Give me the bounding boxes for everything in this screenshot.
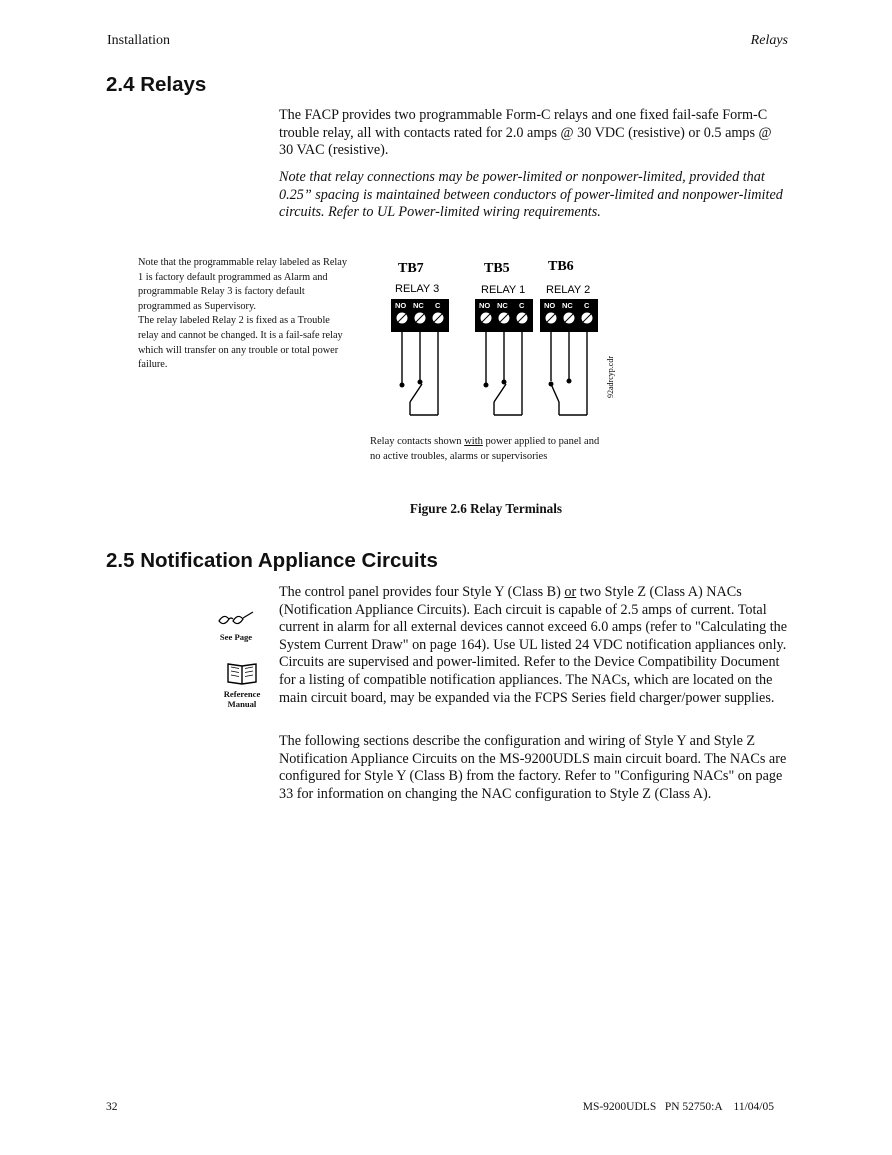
section-title-relays: 2.4 Relays [106, 73, 207, 96]
drawing-file-label: 92adrcyp.cdr [606, 356, 615, 398]
see-page-callout [214, 610, 258, 642]
side-note-programmable: Note that the programmable relay labeled as Relay 1 is factory default programmed as Alarm and programmable Relay 3 is factory default programmed as Supervisory. [138, 257, 347, 312]
pin-label: C [519, 301, 525, 310]
pin-label: NC [562, 301, 573, 310]
pin-label: C [435, 301, 441, 310]
terminal-block-tb5 [475, 299, 533, 415]
relay-terminal-diagram [380, 250, 640, 430]
terminal-block-label: TB6 [548, 259, 574, 274]
nac-or: or [564, 584, 577, 600]
figure-caption: Figure 2.6 Relay Terminals [409, 501, 563, 516]
relay-contacts-note [370, 434, 640, 464]
note-text: power applied to panel and [482, 436, 600, 447]
relay-side-note [138, 256, 348, 373]
pin-label: NC [497, 301, 508, 310]
note-underlined: with [464, 436, 483, 447]
nac-text: two Style Z (Class A) NACs (Notification Appliance Circuits). Each circuit is capable of 2.5 amps of current. Total current in alarm for all external devices cannot exceed 6.0 amps (refer to "Calculating the System Current Draw" on page 164). Use UL listed 24 VDC notification appliances only. Circuits are supervised and power-limited. Refer to the Device Compatibility Document for a listing of compatible notification appliances. The NACs, which are located on the main circuit board, may be expanded via the FCPS Series field charger/power supplies. [279, 584, 788, 706]
running-header-section: Installation [107, 33, 170, 48]
terminal-block-tb7 [391, 299, 449, 415]
pin-label: NO [395, 301, 407, 310]
relays-paragraph: The FACP provides two programmable Form-C relays and one fixed fail-safe Form-C trouble relay, all with contacts rated for 2.0 amps @ 30 VDC (resistive) or 0.5 amps @ 30 VAC (resistive). [279, 107, 772, 159]
relays-note-paragraph: Note that relay connections may be power-limited or nonpower-limited, provided that 0.25” spacing is maintained between conductors of power-limited and nonpower-limited circuits. Refer to UL Power-limited wiring requirements. [279, 169, 783, 221]
pin-label: NC [413, 301, 424, 310]
pin-label: NO [544, 301, 556, 310]
relay-label: RELAY 1 [481, 284, 526, 296]
eyeglasses-icon [216, 610, 256, 630]
side-note-trouble: The relay labeled Relay 2 is fixed as a Trouble relay and cannot be changed. It is a fail-safe relay which will transfer on any trouble or total power failure. [138, 315, 343, 371]
page-number: 32 [106, 1101, 118, 1113]
terminal-block-label: TB5 [484, 261, 510, 276]
see-page-label: See Page [219, 632, 253, 642]
terminal-block-label: TB7 [398, 261, 424, 276]
open-book-icon [225, 661, 259, 687]
relay-label: RELAY 2 [546, 284, 591, 296]
pin-label: C [584, 301, 590, 310]
nac-paragraph-1 [279, 584, 789, 707]
relay-label: RELAY 3 [395, 283, 440, 295]
reference-label-line-2: Manual [227, 699, 257, 709]
nac-paragraph-2: The following sections describe the configuration and wiring of Style Y and Style Z Notification Appliance Circuits on the MS-9200UDLS main circuit board. The NACs are configured for Style Y (Class B) from the factory. Refer to "Configuring NACs" on page 33 for information on changing the NAC configuration to Style Z (Class A). [279, 733, 787, 802]
terminal-block-tb6 [540, 299, 598, 415]
reference-label-line-1: Reference [223, 689, 261, 699]
pin-label: NO [479, 301, 491, 310]
nac-text: The control panel provides four Style Y (Class B) [279, 584, 565, 600]
note-text: Relay contacts shown [370, 436, 465, 447]
document-info: MS-9200UDLS PN 52750:A 11/04/05 [582, 1101, 774, 1113]
section-title-nac: 2.5 Notification Appliance Circuits [106, 549, 438, 572]
reference-manual-callout [220, 661, 264, 709]
running-header-topic: Relays [750, 33, 788, 48]
note-line-2: no active troubles, alarms or supervisories [370, 451, 548, 463]
